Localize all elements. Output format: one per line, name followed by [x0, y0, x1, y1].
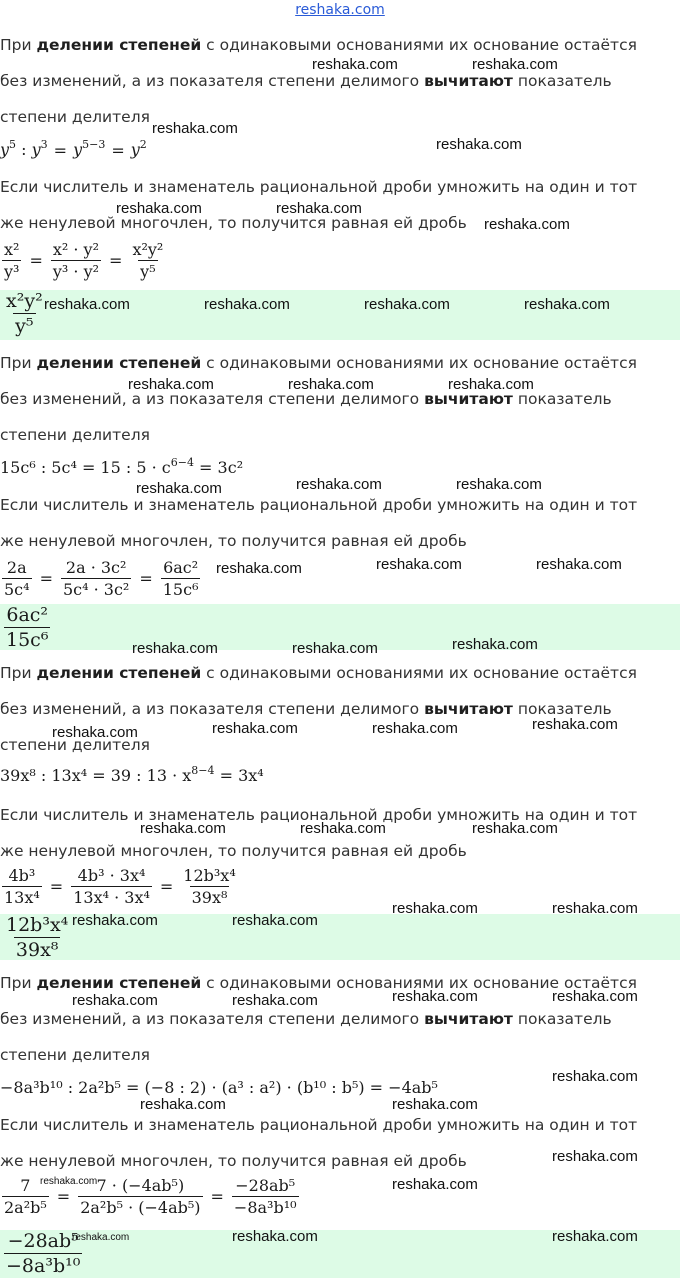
rule-division-line2: без изменений, а из показателя степени делимого вычитают показатель	[0, 1010, 612, 1028]
rule-division-line2: без изменений, а из показателя степени делимого вычитают показатель	[0, 700, 612, 718]
watermark: reshaka.com	[136, 480, 222, 497]
watermark: reshaka.com	[524, 296, 610, 313]
rule-term-division: делении степеней	[36, 36, 202, 54]
rule-fraction-line2: же ненулевой многочлен, то получится равная ей дробь	[0, 842, 467, 860]
rule-fraction-line1: Если числитель и знаменатель рациональной дроби умножить на один и тот	[0, 806, 638, 824]
fraction: $\frac{\text{2a · 3c²}}{\text{5c⁴ · 3c²}}$	[62, 558, 130, 599]
watermark: reshaka.com	[132, 640, 218, 657]
watermark: reshaka.com	[552, 1148, 638, 1165]
watermark: reshaka.com	[484, 216, 570, 233]
rule-fraction-line2: же ненулевой многочлен, то получится равная ей дробь	[0, 214, 467, 232]
watermark: reshaka.com	[552, 988, 638, 1005]
rule-division-line3: степени делителя	[0, 1046, 150, 1064]
fraction: $\frac{2a}{\text{5c⁴}}$	[4, 558, 30, 599]
watermark: reshaka.com	[436, 136, 522, 153]
rule-text: показатель	[512, 72, 612, 90]
watermark: reshaka.com	[152, 120, 238, 137]
watermark: reshaka.com	[72, 912, 158, 929]
watermark: reshaka.com	[128, 376, 214, 393]
fraction: $\frac{\text{6ac²}}{\text{15c⁶}}$	[162, 558, 199, 599]
watermark: reshaka.com	[72, 1232, 130, 1243]
power-equation: −8a³b¹⁰ : 2a²b⁵ = (−8 : 2) · (a³ : a²) · (b¹⁰ : b⁵) = −4ab⁵	[0, 1078, 438, 1097]
watermark: reshaka.com	[448, 376, 534, 393]
rule-fraction-line2: же ненулевой многочлен, то получится равная ей дробь	[0, 1152, 467, 1170]
rule-division-line3: степени делителя	[0, 736, 150, 754]
watermark: reshaka.com	[552, 1068, 638, 1085]
watermark: reshaka.com	[212, 720, 298, 737]
watermark: reshaka.com	[364, 296, 450, 313]
rule-division-line2: без изменений, а из показателя степени делимого вычитают показатель	[0, 390, 612, 408]
watermark: reshaka.com	[472, 56, 558, 73]
rule-division-line1: При делении степеней с одинаковыми основаниями их основание остаётся	[0, 354, 637, 372]
rule-fraction-line1: Если числитель и знаменатель рациональной дроби умножить на один и тот	[0, 1116, 638, 1134]
rule-text: с одинаковыми основаниями их основание остаётся	[201, 36, 637, 54]
rule-text: При	[0, 36, 37, 54]
answer-fraction: $\frac{\text{x²y²}}{\text{y⁵}}$	[6, 290, 43, 337]
answer-fraction: $\frac{\text{12b³x⁴}}{\text{39x⁸}}$	[6, 914, 69, 960]
watermark: reshaka.com	[532, 716, 618, 733]
site-link[interactable]: reshaka.com	[295, 2, 385, 18]
watermark: reshaka.com	[312, 56, 398, 73]
fraction: $\frac{\text{x² · y²}}{\text{y³ · y²}}$	[52, 240, 100, 281]
fraction-equation: $\frac{7}{\text{2a²b⁵}}$ = $\frac{\text{7 · (−4ab⁵)}}{\text{2a²b⁵ · (−4ab⁵)}}$ = $\frac{\text{−28ab⁵}}{\text{−8a³b¹⁰}}$	[4, 1176, 297, 1217]
fraction: $\frac{7}{\text{2a²b⁵}}$	[4, 1176, 47, 1217]
watermark: reshaka.com	[116, 200, 202, 217]
rule-division-line3: степени делителя	[0, 426, 150, 444]
fraction: $\frac{\text{12b³x⁴}}{\text{39x⁸}}$	[183, 866, 236, 907]
watermark: reshaka.com	[452, 636, 538, 653]
watermark: reshaka.com	[372, 720, 458, 737]
watermark: reshaka.com	[40, 1176, 98, 1187]
rule-division-line1: При делении степеней с одинаковыми основаниями их основание остаётся	[0, 974, 637, 992]
power-equation: $y^5$ : $y^3 = y^{5-3} = y^2$	[0, 138, 147, 160]
watermark: reshaka.com	[288, 376, 374, 393]
rule-division-line1	[0, 36, 637, 54]
watermark: reshaka.com	[536, 556, 622, 573]
watermark: reshaka.com	[232, 992, 318, 1009]
rule-fraction-line1: Если числитель и знаменатель рациональной дроби умножить на один и тот	[0, 178, 638, 196]
fraction-equation: $\frac{2a}{\text{5c⁴}}$ = $\frac{\text{2a · 3c²}}{\text{5c⁴ · 3c²}}$ = $\frac{\text{6ac²}}{\text{15c⁶}}$	[4, 558, 199, 599]
fraction-equation: $\frac{\text{x²}}{\text{y³}}$ = $\frac{\text{x² · y²}}{\text{y³ · y²}}$ = $\frac{\text{x²y²}}{\text{y⁵}}$	[4, 240, 164, 281]
watermark: reshaka.com	[204, 296, 290, 313]
rule-fraction-line2: же ненулевой многочлен, то получится равная ей дробь	[0, 532, 467, 550]
watermark: reshaka.com	[232, 912, 318, 929]
power-equation: 39x⁸ : 13x⁴ = 39 : $13 \cdot x^{8-4} = 3x^4$	[0, 764, 264, 785]
watermark: reshaka.com	[44, 296, 130, 313]
watermark: reshaka.com	[376, 556, 462, 573]
watermark: reshaka.com	[392, 1096, 478, 1113]
watermark: reshaka.com	[292, 640, 378, 657]
fraction: $\frac{\text{x²}}{\text{y³}}$	[4, 240, 20, 281]
watermark: reshaka.com	[140, 820, 226, 837]
watermark: reshaka.com	[552, 1228, 638, 1245]
rule-text: без изменений, а из показателя степени делимого	[0, 72, 425, 90]
watermark: reshaka.com	[216, 560, 302, 577]
watermark: reshaka.com	[300, 820, 386, 837]
answer-fraction: $\frac{\text{−28ab⁵}}{\text{−8a³b¹⁰}}$	[6, 1230, 81, 1277]
watermark: reshaka.com	[392, 900, 478, 917]
rule-fraction-line1: Если числитель и знаменатель рациональной дроби умножить на один и тот	[0, 496, 638, 514]
fraction: $\frac{\text{−28ab⁵}}{\text{−8a³b¹⁰}}$	[233, 1176, 297, 1217]
watermark: reshaka.com	[140, 1096, 226, 1113]
watermark: reshaka.com	[72, 992, 158, 1009]
watermark: reshaka.com	[392, 988, 478, 1005]
fraction: $\frac{\text{4b³ · 3x⁴}}{\text{13x⁴ · 3x⁴}}$	[73, 866, 150, 907]
fraction: $\frac{\text{7 · (−4ab⁵)}}{\text{2a²b⁵ · (−4ab⁵)}}$	[80, 1176, 201, 1217]
watermark: reshaka.com	[232, 1228, 318, 1245]
answer-fraction: $\frac{\text{6ac²}}{\text{15c⁶}}$	[6, 604, 49, 650]
watermark: reshaka.com	[472, 820, 558, 837]
fraction-equation: $\frac{\text{4b³}}{\text{13x⁴}}$ = $\frac{\text{4b³ · 3x⁴}}{\text{13x⁴ · 3x⁴}}$ = $\frac{\text{12b³x⁴}}{\text{39x⁸}}$	[4, 866, 236, 907]
power-equation: 15c⁶ : 5c⁴ = 15 : $5 \cdot c^{6-4} = 3c^2$	[0, 456, 244, 477]
watermark: reshaka.com	[276, 200, 362, 217]
watermark: reshaka.com	[456, 476, 542, 493]
rule-division-line1: При делении степеней с одинаковыми основаниями их основание остаётся	[0, 664, 637, 682]
rule-division-line2	[0, 72, 612, 90]
rule-term-subtract: вычитают	[424, 72, 513, 90]
fraction: $\frac{\text{4b³}}{\text{13x⁴}}$	[4, 866, 40, 907]
rule-division-line3: степени делителя	[0, 108, 150, 126]
watermark: reshaka.com	[52, 724, 138, 741]
watermark: reshaka.com	[392, 1176, 478, 1193]
watermark: reshaka.com	[552, 900, 638, 917]
fraction: $\frac{\text{x²y²}}{\text{y⁵}}$	[132, 240, 164, 281]
watermark: reshaka.com	[296, 476, 382, 493]
